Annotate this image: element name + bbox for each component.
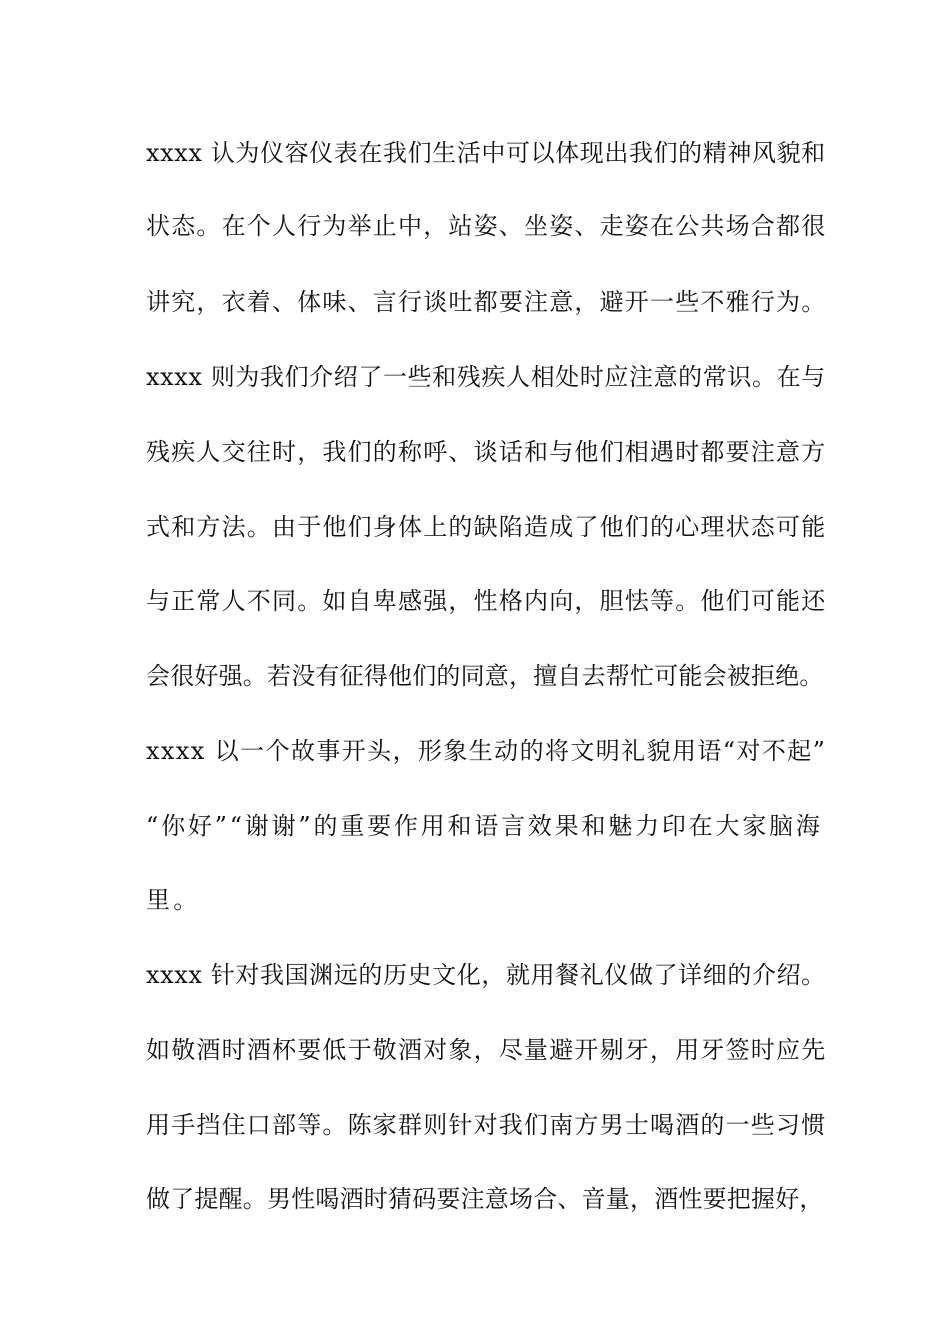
text-line-12: xxxx 针对我国渊远的历史文化，就用餐礼仪做了详细的介绍。 <box>146 961 826 989</box>
text-line-11: 里。 <box>146 886 201 914</box>
text-line-6: 式和方法。由于他们身体上的缺陷造成了他们的心理状态可能 <box>146 513 827 541</box>
text-line-14: 用手挡住口部等。陈家群则针对我们南方男士喝酒的一些习惯 <box>146 1111 827 1139</box>
text-line-4: xxxx 则为我们介绍了一些和残疾人相处时应注意的常识。在与 <box>146 363 826 391</box>
text-line-9: xxxx 以一个故事开头，形象生动的将文明礼貌用语“对不起” <box>146 737 827 765</box>
text-line-1: xxxx 认为仪容仪表在我们生活中可以体现出我们的精神风貌和 <box>146 139 826 167</box>
text-line-15: 做了提醒。男性喝酒时猜码要注意场合、音量，酒性要把握好， <box>146 1185 824 1213</box>
text-line-2: 状态。在个人行为举止中，站姿、坐姿、走姿在公共场合都很 <box>146 212 827 240</box>
text-line-10: “你好”“谢谢”的重要作用和语言效果和魅力印在大家脑海 <box>146 812 823 840</box>
text-line-3: 讲究，衣着、体味、言行谈吐都要注意，避开一些不雅行为。 <box>146 288 827 316</box>
text-line-7: 与正常人不同。如自卑感强，性格内向，胆怯等。他们可能还 <box>146 587 827 615</box>
text-line-5: 残疾人交往时，我们的称呼、谈话和与他们相遇时都要注意方 <box>146 438 827 466</box>
text-line-13: 如敬酒时酒杯要低于敬酒对象，尽量避开剔牙，用牙签时应先 <box>146 1036 827 1064</box>
text-line-8: 会很好强。若没有征得他们的同意，擅自去帮忙可能会被拒绝。 <box>146 662 824 690</box>
